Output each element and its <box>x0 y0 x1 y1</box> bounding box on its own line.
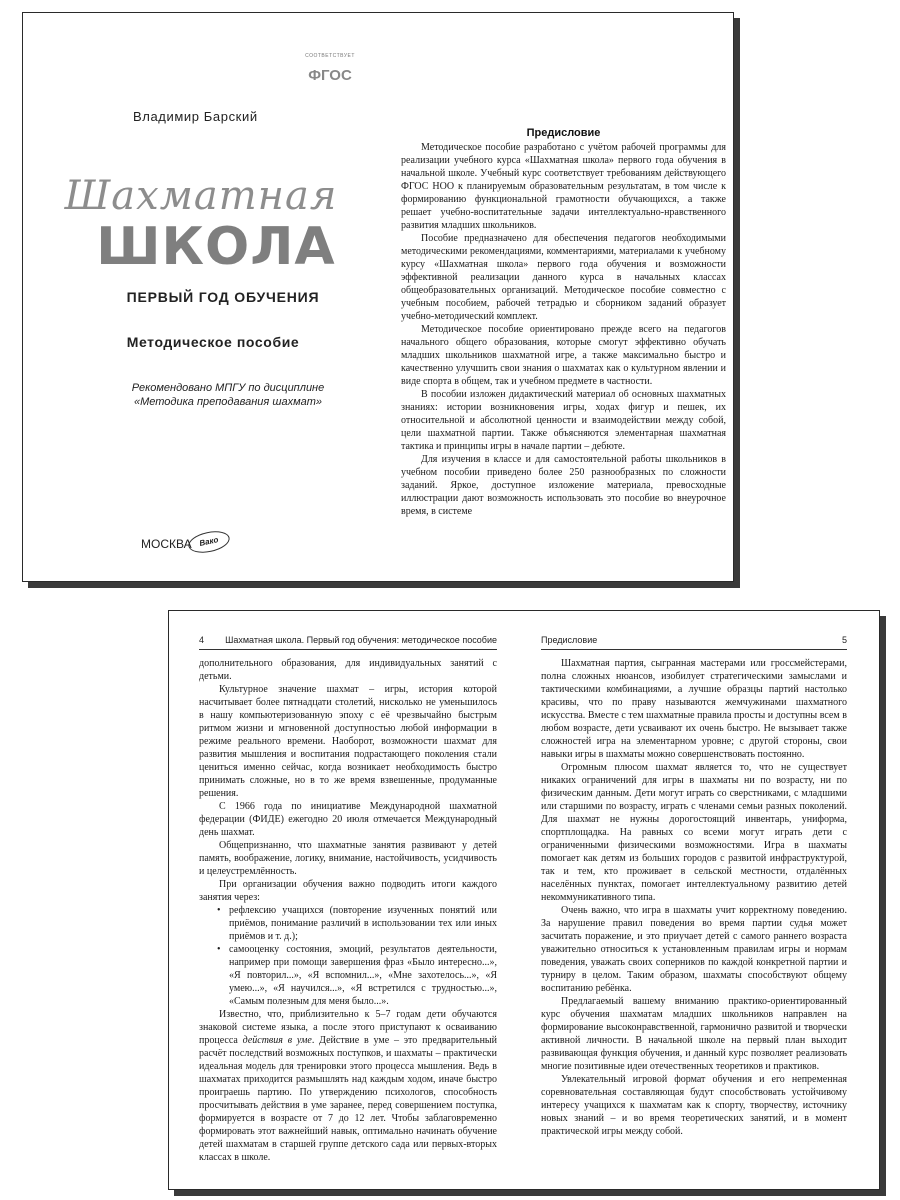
paragraph: С 1966 года по инициативе Международной шахматной федерации (ФИДЕ) ежегодно 20 июля отмечается Международный день шахмат. <box>199 801 497 838</box>
author-name: Владимир Барский <box>133 109 258 124</box>
book-subtitle: ПЕРВЫЙ ГОД ОБУЧЕНИЯ <box>126 289 320 305</box>
running-head-left <box>199 635 497 645</box>
book-spread-pages <box>168 610 880 1190</box>
paragraph: При организации обучения важно подводить итоги каждого занятия через: <box>199 879 497 903</box>
paragraph: Пособие предназначено для обеспечения педагогов необходимыми методическими рекомендациями, комментариями, материалами к учебному курсу «Шахматная школа» первого года обучения и возможности эффективной реализации данного курса в начальных классах общеобразовательных организаций. Методическое пособие совместно с учебным пособием, рабочей тетрадью и сборником заданий образует учебно-методический комплект. <box>401 233 726 322</box>
header-rule <box>541 649 847 650</box>
paragraph: Увлекательный игровой формат обучения и его непременная соревновательная составляющая будут способствовать устойчивому интересу учащихся к шахматам как к спорту, творчеству, источнику новых знаний – и во время теоретических занятий, и в момент практической игры между собой. <box>541 1074 847 1137</box>
preface-title: Предисловие <box>526 127 601 139</box>
paragraph: Общепризнанно, что шахматные занятия развивают у детей память, воображение, логику, внимание, настойчивость, усидчивость и целеустремлённость. <box>199 840 497 877</box>
book-type: Методическое пособие <box>126 334 300 350</box>
running-head-text: Предисловие <box>541 635 598 645</box>
paragraph: Культурное значение шахмат – игры, история которой насчитывает более пятнадцати столетий, нисколько не уменьшилось в нашу компьютеризованную эпоху с её чрезвычайно быстрым ритмом жизни и мгновенной доступностью любой информации в режиме реального времени. Наоборот, возможности шахмат для развития мышления и воспитания подрастающего поколения стали цениться именно сейчас, когда возникает необходимость быстро принимать сложные, но в то же время взвешенные, продуманные решения. <box>199 684 497 799</box>
paragraph: Для изучения в классе и для самостоятельной работы школьников в учебном пособии приведено более 250 разнообразных по сложности заданий. Яркое, доступное изложение материала, превосходные иллюстрации дают возможность использовать это пособие во внеурочное время, в системе <box>401 454 726 517</box>
bullet-list <box>199 904 497 1008</box>
page-number: 5 <box>841 635 847 645</box>
paragraph: дополнительного образования, для индивидуальных занятий с детьми. <box>199 658 497 682</box>
recommendation <box>83 381 373 409</box>
fgos-badge <box>305 53 355 97</box>
running-head-right <box>541 635 847 645</box>
page-4-text <box>199 657 497 1179</box>
paragraph: Методическое пособие ориентировано прежде всего на педагогов начального общего образования, которые смогут эффективно обучать младших школьников шахматной игре, а также максимально быстро и качественно улучшить свои знания о шахматах как о культурном явлении и виде спорта в общем, так и учебном предмете в частности. <box>401 324 726 387</box>
title-main: ШКОЛА <box>96 217 336 277</box>
page-number: 4 <box>199 635 205 645</box>
fgos-mark: ФГОС <box>308 67 352 84</box>
list-item: • самооценку состояния, эмоций, результатов деятельности, например при помощи завершения фраз «Было интересно...», «Я повторил...», «Я вспомнил...», «Мне захотелось...», «Я умею...», «Я научился...», «Я встретился с трудностью...», «Самым полезным для меня было...». <box>219 943 497 1008</box>
paragraph: Огромным плюсом шахмат является то, что не существует никаких ограничений для игры в шахматы ни по возрасту, ни по физическим данным. Дети могут играть со сверстниками, с младшими или старшими по возрасту, играть с членами семьи разных поколений. Для шахмат не нужны дорогостоящий инвентарь, униформа, спортплощадка. На равных со всеми могут играть дети с ограниченными физическими возможностями. Игра в шахматы помогает как детям из больших городов с развитой инфраструктурой, так и тем, кто проживает в сельской местности, отдалённых населённых пунктах, помогает интеллектуальному развитию детей некоммуникативного типа. <box>541 762 847 903</box>
header-rule <box>199 649 497 650</box>
text-run: Известно, что, приблизительно к 5–7 годам дети обучаются знаковой системе языка, а после этого приступают к осваиванию процесса <box>199 1009 497 1046</box>
recommendation-line-1: Рекомендовано МПГУ по дисциплине <box>131 382 325 394</box>
paragraph: Очень важно, что игра в шахматы учит корректному поведению. За нарушение правил поведения во время партии судья может засчитать поражение, и это приучает детей с самого раннего возраста уважительно относиться к установленным правилам игры и нормам поведения, уважать своих соперников по каждой конкретной партии и турниру в целом. Таким образом, шахматы способствуют общему воспитанию ребёнка. <box>541 905 847 994</box>
text-run: . Действие в уме – это предварительный расчёт последствий возможных поступков, и шахматы – практически идеальная модель для тренировки этого процесса мышления. Ведь в шахматах приходится размышлять над каждым ходом, иначе быстро проиграешь партию. По утверждению психологов, способность просчитывать действия в уме заранее, перед совершением поступка, формируется в возрасте от 7 до 12 лет. Чтобы заблаговременно формировать этот важнейший навык, оптимально начинать обучение детей шахматам в старшей группе детского сада или первых-вторых классах в школе. <box>199 1035 497 1163</box>
publisher-logo: Вако <box>186 528 231 556</box>
title-script: Шахматная <box>64 173 338 219</box>
paragraph: Шахматная партия, сыгранная мастерами или гроссмейстерами, полна сложных нюансов, изобилует стратегическими замыслами и тактическими комбинациями, а лучшие образцы партий настолько красивы, что по праву называются жемчужинами шахматного искусства. Вместе с тем шахматные правила просты и доступны всем в любом возрасте, дети усваивают их очень быстро. Не вызывает также сложностей игра на элементарном уровне; с другой стороны, свои навыки игры в шахматы можно совершенствовать постоянно. <box>541 658 847 760</box>
paragraph <box>199 1008 497 1164</box>
emphasis: действия в уме <box>242 1035 312 1046</box>
list-item: • рефлексию учащихся (повторение изученных понятий или приёмов, понимание различий в использовании тех или иных приёмов и т. д.); <box>219 904 497 943</box>
paragraph: В пособии изложен дидактический материал об основных шахматных знаниях: истории возникновения игры, ходах фигур и пешек, их относительной и абсолютной ценности и взаимодействии между собой, цели шахматной партии. Также объясняются элементарная шахматная тактика и принципы игры в начале партии – дебюте. <box>401 389 726 452</box>
paragraph: Методическое пособие разработано с учётом рабочей программы для реализации учебного курса «Шахматная школа» первого года обучения в начальной школе. Учебный курс соответствует требованиям действующего ФГОС НОО к планируемым образовательным результатам, в том числе к формированию функциональной грамотности обучающихся, а также решает учебно-воспитательные задачи интеллектуально-нравственного развития младших школьников. <box>401 142 726 231</box>
page-5-text <box>541 657 847 1179</box>
preface-text <box>401 141 726 569</box>
running-head-text: Шахматная школа. Первый год обучения: методическое пособие <box>225 635 497 645</box>
publisher-city: МОСКВА <box>141 537 192 551</box>
book-spread-cover <box>22 12 734 582</box>
paragraph: Предлагаемый вашему вниманию практико-ориентированный курс обучения шахматам младших школьников направлен на формирование высоконравственной, гармонично развитой и творчески активной личности. В начальной школе на первый план выходит развивающая функция обучения, и данный курс позволяет реализовать многие позитивные идеи отечественных теоретиков и практиков. <box>541 996 847 1072</box>
recommendation-line-2: «Методика преподавания шахмат» <box>133 396 323 408</box>
fgos-arc-text: СООТВЕТСТВУЕТ <box>305 53 355 59</box>
